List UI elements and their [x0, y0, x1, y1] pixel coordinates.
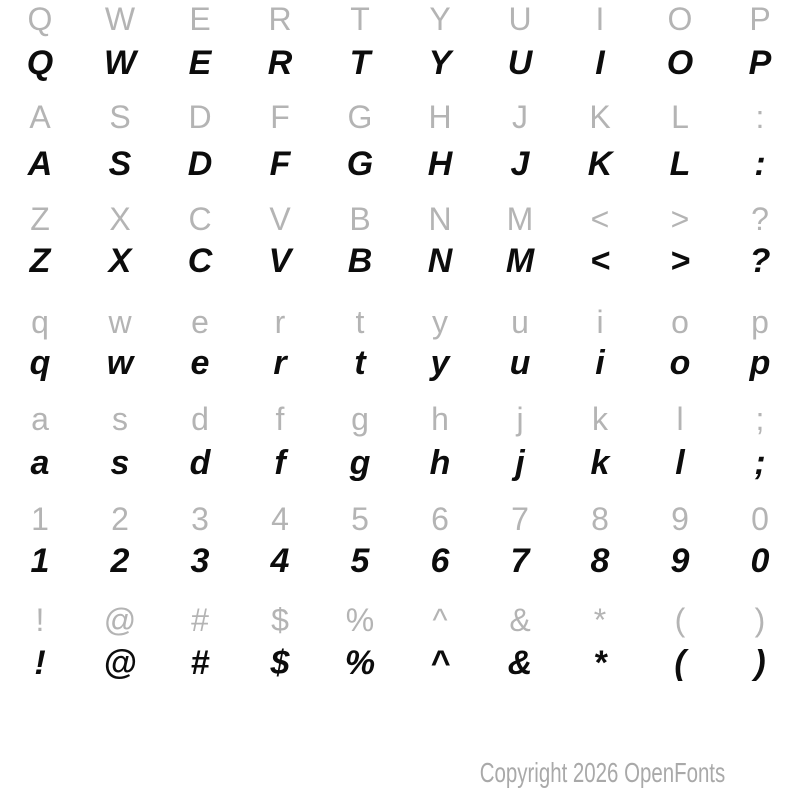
specimen-glyph: i — [596, 304, 604, 340]
specimen-glyph: W — [104, 1, 136, 37]
specimen-glyph: < — [590, 201, 610, 237]
specimen-glyph: I — [595, 44, 605, 82]
specimen-glyph: o — [671, 304, 689, 340]
specimen-glyph: E — [189, 1, 211, 37]
specimen-glyph: 9 — [671, 501, 689, 537]
specimen-glyph: d — [189, 444, 211, 482]
specimen-glyph: y — [430, 344, 450, 382]
specimen-row-digits-bold — [0, 544, 800, 578]
specimen-glyph: i — [595, 344, 605, 382]
specimen-glyph: ? — [751, 201, 769, 237]
specimen-glyph: ; — [755, 401, 765, 437]
specimen-glyph: R — [267, 44, 293, 82]
specimen-glyph: f — [274, 444, 286, 482]
specimen-glyph: T — [350, 1, 370, 37]
specimen-glyph: p — [749, 344, 771, 382]
specimen-row-uppercase-home-bold — [0, 147, 800, 181]
specimen-glyph: 0 — [750, 542, 770, 580]
specimen-glyph: ) — [754, 644, 766, 682]
specimen-glyph: B — [347, 242, 373, 280]
specimen-glyph: V — [269, 201, 291, 237]
specimen-glyph: 0 — [751, 501, 769, 537]
specimen-glyph: P — [749, 1, 771, 37]
specimen-glyph: Z — [30, 201, 50, 237]
specimen-glyph: C — [188, 201, 212, 237]
specimen-glyph: D — [188, 99, 212, 135]
specimen-row-lowercase-home-bold — [0, 446, 800, 480]
specimen-row-uppercase-qwerty-bold — [0, 46, 800, 80]
specimen-glyph: A — [27, 145, 53, 183]
specimen-glyph: a — [30, 444, 50, 482]
specimen-glyph: J — [512, 99, 528, 135]
specimen-glyph: * — [593, 644, 607, 682]
specimen-glyph: w — [106, 344, 134, 382]
specimen-row-lowercase-home-muted — [0, 403, 800, 435]
specimen-glyph: a — [31, 401, 49, 437]
specimen-glyph: g — [349, 444, 371, 482]
specimen-glyph: 8 — [591, 501, 609, 537]
specimen-glyph: @ — [103, 644, 137, 682]
specimen-glyph: P — [748, 44, 772, 82]
specimen-glyph: e — [191, 304, 209, 340]
specimen-glyph: w — [108, 304, 132, 340]
specimen-glyph: Z — [29, 242, 51, 280]
specimen-glyph: G — [346, 145, 374, 183]
specimen-glyph: s — [110, 444, 130, 482]
specimen-glyph: 5 — [350, 542, 370, 580]
specimen-glyph: R — [268, 1, 292, 37]
specimen-glyph: ^ — [432, 602, 448, 638]
specimen-glyph: > — [670, 242, 690, 280]
specimen-glyph: 2 — [111, 501, 129, 537]
specimen-glyph: 8 — [590, 542, 610, 580]
specimen-glyph: k — [590, 444, 610, 482]
specimen-glyph: ( — [674, 644, 686, 682]
specimen-glyph: A — [29, 99, 51, 135]
specimen-glyph: 3 — [190, 542, 210, 580]
specimen-glyph: Q — [26, 44, 54, 82]
specimen-glyph: N — [428, 201, 452, 237]
specimen-row-uppercase-home-muted — [0, 101, 800, 133]
specimen-glyph: l — [676, 401, 684, 437]
specimen-glyph: K — [587, 145, 613, 183]
specimen-glyph: & — [507, 644, 533, 682]
specimen-glyph: r — [274, 304, 286, 340]
specimen-row-uppercase-bottom-muted — [0, 203, 800, 235]
specimen-glyph: q — [31, 304, 49, 340]
specimen-glyph: f — [275, 401, 285, 437]
specimen-glyph: U — [508, 1, 532, 37]
specimen-glyph: # — [190, 644, 210, 682]
specimen-glyph: ) — [754, 602, 766, 638]
specimen-glyph: F — [269, 145, 291, 183]
specimen-glyph: 5 — [351, 501, 369, 537]
specimen-glyph: 4 — [271, 501, 289, 537]
specimen-glyph: M — [506, 201, 534, 237]
specimen-glyph: T — [349, 44, 371, 82]
specimen-glyph: ? — [749, 242, 771, 280]
specimen-glyph: C — [187, 242, 213, 280]
specimen-glyph: U — [507, 44, 533, 82]
specimen-glyph: y — [432, 304, 448, 340]
specimen-glyph: ! — [35, 602, 45, 638]
specimen-row-symbols-bold — [0, 646, 800, 680]
specimen-glyph: > — [670, 201, 690, 237]
specimen-glyph: Y — [429, 1, 451, 37]
specimen-glyph: 2 — [110, 542, 130, 580]
specimen-glyph: 4 — [270, 542, 290, 580]
specimen-glyph: 1 — [31, 501, 49, 537]
specimen-glyph: % — [345, 602, 375, 638]
specimen-glyph: : — [755, 99, 765, 135]
specimen-glyph: e — [190, 344, 210, 382]
specimen-glyph: u — [511, 304, 529, 340]
specimen-glyph: r — [273, 344, 287, 382]
copyright-notice: Copyright 2026 OpenFonts — [479, 757, 725, 788]
specimen-glyph: $ — [271, 602, 289, 638]
specimen-glyph: E — [188, 44, 212, 82]
specimen-glyph: q — [29, 344, 51, 382]
specimen-glyph: O — [666, 44, 694, 82]
specimen-glyph: k — [592, 401, 608, 437]
specimen-glyph: d — [191, 401, 209, 437]
specimen-glyph: ( — [674, 602, 686, 638]
specimen-row-symbols-muted — [0, 604, 800, 636]
specimen-glyph: ^ — [430, 644, 450, 682]
specimen-glyph: j — [516, 401, 524, 437]
specimen-glyph: ; — [754, 444, 766, 482]
specimen-row-lowercase-qwerty-muted — [0, 306, 800, 338]
specimen-glyph: t — [354, 344, 366, 382]
specimen-glyph: J — [510, 145, 530, 183]
specimen-glyph: @ — [103, 602, 137, 638]
specimen-row-uppercase-bottom-bold — [0, 244, 800, 278]
specimen-glyph: S — [108, 145, 132, 183]
specimen-glyph: 6 — [430, 542, 450, 580]
specimen-glyph: G — [347, 99, 373, 135]
specimen-glyph: B — [349, 201, 371, 237]
specimen-glyph: H — [428, 99, 452, 135]
specimen-glyph: $ — [270, 644, 290, 682]
specimen-glyph: V — [268, 242, 292, 280]
specimen-glyph: h — [431, 401, 449, 437]
specimen-glyph: 7 — [511, 501, 529, 537]
specimen-glyph: 9 — [670, 542, 690, 580]
specimen-glyph: X — [109, 201, 131, 237]
specimen-glyph: X — [108, 242, 132, 280]
specimen-glyph: O — [667, 1, 693, 37]
specimen-glyph: M — [505, 242, 535, 280]
specimen-glyph: 3 — [191, 501, 209, 537]
specimen-glyph: # — [191, 602, 209, 638]
specimen-glyph: l — [675, 444, 685, 482]
specimen-glyph: < — [590, 242, 610, 280]
specimen-glyph: L — [669, 145, 691, 183]
specimen-glyph: * — [593, 602, 607, 638]
specimen-glyph: 6 — [431, 501, 449, 537]
specimen-glyph: t — [355, 304, 365, 340]
specimen-glyph: 7 — [510, 542, 530, 580]
specimen-glyph: N — [427, 242, 453, 280]
specimen-glyph: W — [103, 44, 137, 82]
specimen-glyph: % — [344, 644, 376, 682]
specimen-glyph: D — [187, 145, 213, 183]
specimen-glyph: ! — [34, 644, 46, 682]
specimen-glyph: F — [270, 99, 290, 135]
specimen-glyph: I — [595, 1, 605, 37]
specimen-glyph: H — [427, 145, 453, 183]
specimen-glyph: L — [671, 99, 689, 135]
specimen-glyph: & — [509, 602, 531, 638]
specimen-glyph: g — [351, 401, 369, 437]
specimen-row-lowercase-qwerty-bold — [0, 346, 800, 380]
specimen-glyph: 1 — [30, 542, 50, 580]
specimen-glyph: Q — [27, 1, 53, 37]
specimen-glyph: h — [429, 444, 451, 482]
specimen-row-uppercase-qwerty-muted — [0, 3, 800, 35]
specimen-glyph: : — [754, 145, 766, 183]
specimen-glyph: o — [669, 344, 691, 382]
specimen-glyph: p — [751, 304, 769, 340]
specimen-glyph: s — [112, 401, 128, 437]
specimen-glyph: S — [109, 99, 131, 135]
specimen-glyph: u — [509, 344, 531, 382]
specimen-glyph: K — [589, 99, 611, 135]
specimen-glyph: j — [515, 444, 525, 482]
specimen-row-digits-muted — [0, 503, 800, 535]
specimen-glyph: Y — [428, 44, 452, 82]
